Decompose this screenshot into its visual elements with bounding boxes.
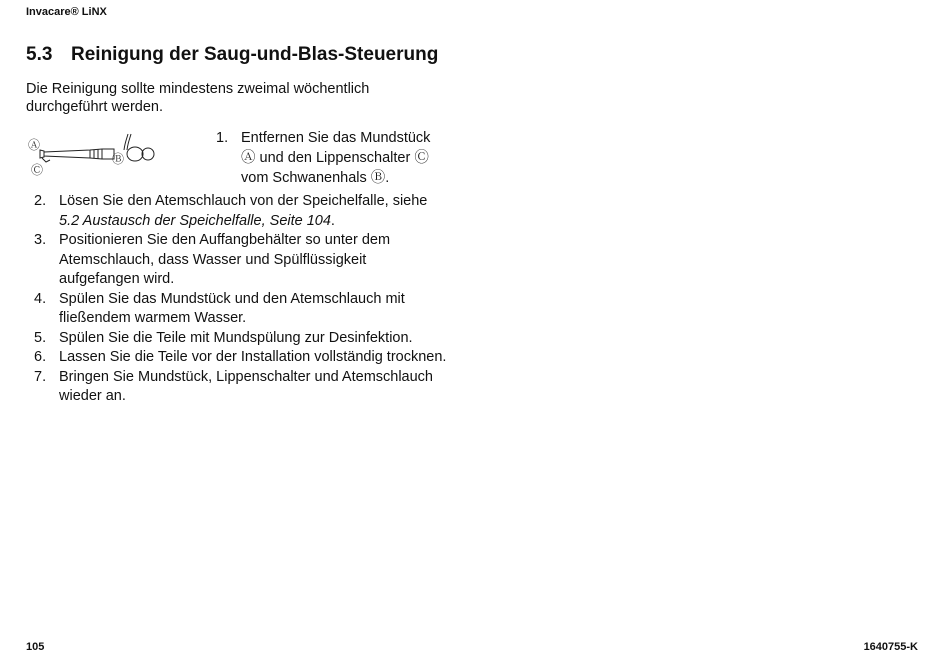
step-2 — [30, 192, 450, 231]
step-text: Entfernen Sie das Mundstück Ⓐ und den Lippenschalter Ⓒ vom Schwanenhals Ⓑ. — [241, 130, 431, 186]
step-number: 3. — [34, 232, 47, 248]
step-6 — [30, 348, 450, 368]
step-text: Positionieren Sie den Auffangbehälter so unter dem Atemschlauch, dass Wasser und Spülflüssigkeit aufgefangen wird. — [59, 232, 391, 287]
step-4 — [30, 290, 450, 329]
intro-paragraph: Die Reinigung sollte mindestens zweimal wöchentlich durchgeführt werden. — [26, 81, 370, 115]
step-text: Lösen Sie den Atemschlauch von der Speichelfalle, siehe — [59, 193, 428, 209]
page-number: 105 — [26, 641, 45, 653]
step-text: Spülen Sie die Teile mit Mundspülung zur Desinfektion. — [59, 329, 413, 346]
step-text-end: . — [330, 212, 335, 229]
document-id: 1640755-K — [863, 641, 918, 653]
section-title-text: Reinigung der Saug-und-Blas-Steuerung — [71, 44, 439, 65]
cross-reference-link[interactable]: 5.2 Austausch der Speichelfalle, Seite 104 — [59, 212, 331, 229]
step-number: 7. — [34, 368, 47, 385]
step-5 — [30, 329, 450, 349]
section-number: 5.3 — [26, 44, 53, 65]
step-text: Bringen Sie Mundstück, Lippenschalter und Atemschlauch wieder an. — [59, 368, 433, 404]
step-text: Lassen Sie die Teile vor der Installation vollständig trocknen. — [59, 349, 447, 365]
steps-list — [30, 192, 450, 407]
label-a: Ⓐ — [28, 138, 41, 152]
header-brand: Invacare® LiNX — [26, 6, 107, 18]
step-7 — [30, 368, 450, 407]
label-c: Ⓒ — [31, 163, 44, 177]
step-number: 2. — [34, 193, 47, 209]
step-1 — [216, 128, 446, 188]
label-b: Ⓑ — [112, 152, 125, 166]
step-number: 1. — [216, 130, 229, 146]
mouthpiece-illustration — [28, 132, 158, 178]
step-text: Spülen Sie das Mundstück und den Atemschlauch mit fließendem warmem Wasser. — [59, 290, 405, 326]
step-number: 5. — [34, 329, 47, 346]
section-title — [26, 44, 438, 66]
step-3 — [30, 231, 450, 290]
step-number: 4. — [34, 290, 47, 307]
step-number: 6. — [34, 349, 47, 365]
